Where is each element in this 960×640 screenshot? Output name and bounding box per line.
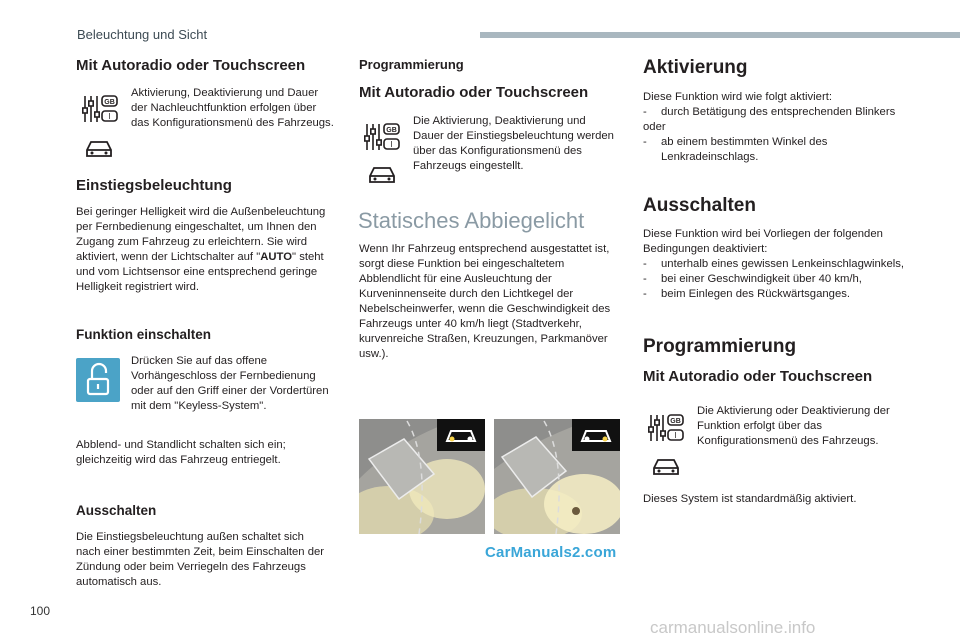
- col1-off-text: Die Einstiegsbeleuchtung außen schaltet sich nach einer bestimmten Zeit, beim Einschalten der Zündung oder beim Verriegeln des Fahrzeugs automatisch aus.: [76, 531, 325, 588]
- auto-label: AUTO: [260, 251, 293, 263]
- entry-text: [76, 205, 326, 295]
- act-intro: Diese Funktion wird wie folgt aktiviert:: [643, 91, 832, 103]
- car-icon: [366, 164, 402, 186]
- act-heading: Aktivierung: [643, 57, 748, 78]
- col2-touch-text: Die Aktivierung, Deaktivierung und Dauer der Einstiegsbeleuchtung werden über das Konfigurationsmenü des Fahrzeugs eingestellt.: [413, 115, 614, 172]
- off-item-2: [643, 272, 905, 287]
- entry-text-part1: Bei geringer Helligkeit wird die Außenbeleuchtung per Fernbedienung eingeschaltet, um Ihnen den Zugang zum Fahrzeug zu erleichtern. Sie wird aktiviert, wenn der Lichtschalter auf ": [76, 206, 326, 263]
- col3-off-heading: Ausschalten: [643, 195, 756, 216]
- dash: -: [643, 106, 647, 118]
- dash: -: [643, 288, 647, 300]
- svg-text:I: I: [108, 112, 111, 121]
- act-item-1: [643, 105, 905, 120]
- func-heading: Funktion einschalten: [76, 327, 212, 342]
- off-intro: Diese Funktion wird bei Vorliegen der folgenden Bedingungen deaktiviert:: [643, 228, 883, 255]
- col2-touch-heading: Mit Autoradio oder Touchscreen: [359, 84, 589, 101]
- car-icon: [83, 138, 119, 160]
- func-result: Abblend- und Standlicht schalten sich ein; gleichzeitig wird das Fahrzeug entriegelt.: [76, 439, 286, 466]
- lock-tile: [76, 358, 120, 402]
- col2-prog-heading: Programmierung: [359, 57, 464, 72]
- act-item-2-text: ab einem bestimmten Winkel des Lenkradeinschlags.: [661, 136, 828, 163]
- svg-text:I: I: [674, 431, 677, 440]
- col3-touch-heading: Mit Autoradio oder Touchscreen: [643, 368, 873, 385]
- settings-sliders-icon: [648, 413, 684, 443]
- dash: -: [643, 258, 647, 270]
- carmanuals-watermark: CarManuals2.com: [485, 544, 617, 561]
- static-heading: Statisches Abbiegelicht: [358, 208, 585, 233]
- off-item-1-text: unterhalb eines gewissen Lenkeinschlagwinkels,: [661, 258, 905, 270]
- off-list: [643, 227, 905, 302]
- off-item-2-text: bei einer Geschwindigkeit über 40 km/h,: [661, 273, 862, 285]
- cornering-light-photo-left: [359, 419, 485, 534]
- col1-off-heading: Ausschalten: [76, 503, 157, 518]
- car-icon: [650, 456, 686, 478]
- entry-heading: Einstiegsbeleuchtung: [76, 177, 232, 194]
- dash: -: [643, 273, 647, 285]
- svg-text:GB: GB: [670, 418, 681, 426]
- off-item-3: [643, 287, 905, 302]
- headlight-badge: [437, 419, 485, 451]
- footer-watermark: carmanualsonline.info: [650, 618, 816, 637]
- headlight-badge: [572, 419, 620, 451]
- off-item-3-text: beim Einlegen des Rückwärtsganges.: [661, 288, 851, 300]
- settings-sliders-icon: [82, 94, 118, 124]
- svg-text:I: I: [390, 140, 393, 149]
- dash: -: [643, 136, 647, 148]
- header-bar: [480, 32, 960, 38]
- static-text: Wenn Ihr Fahrzeug entsprechend ausgestattet ist, sorgt diese Funktion bei eingeschaltetem Abblendlicht für eine Ausleuchtung der Kurveninnenseite durch den Lichtkegel der Nebelscheinwerfer, wenn die Geschwindigkeit des Fahrzeugs unter 40 km/h liegt (Stadtverkehr, kurvenreiche Straßen, Kreuzungen, Parkmanöver usw.).: [359, 243, 611, 360]
- std-text: Dieses System ist standardmäßig aktiviert.: [643, 493, 857, 505]
- act-item-2: [643, 135, 905, 165]
- unlock-icon: [76, 358, 120, 402]
- col1-touch-text: Aktivierung, Deaktivierung und Dauer der Nachleuchtfunktion erfolgen über das Konfigurationsmenü des Fahrzeugs.: [131, 87, 334, 129]
- off-item-1: [643, 257, 905, 272]
- settings-sliders-icon: [364, 122, 400, 152]
- col3-prog-heading: Programmierung: [643, 336, 797, 357]
- entry-text-part2: " steht und vom Lichtsensor eine entsprechend geringe Helligkeit registriert wird.: [76, 251, 324, 293]
- section-title: Beleuchtung und Sicht: [77, 27, 208, 42]
- col1-touch-heading: Mit Autoradio oder Touchscreen: [76, 57, 306, 74]
- act-or: oder: [643, 121, 666, 133]
- cornering-light-photo-right: [494, 419, 620, 534]
- col3-touch-text: Die Aktivierung oder Deaktivierung der Funktion erfolgt über das Konfigurationsmenü des Fahrzeugs.: [697, 405, 890, 447]
- act-item-1-text: durch Betätigung des entsprechenden Blinkers: [661, 106, 896, 118]
- svg-text:GB: GB: [386, 127, 397, 135]
- func-text: Drücken Sie auf das offene Vorhängeschloss der Fernbedienung oder auf den Griff einer der Vordertüren mit dem "Keyless-System".: [131, 355, 329, 412]
- svg-text:GB: GB: [104, 99, 115, 107]
- act-list: [643, 90, 905, 165]
- page-number: 100: [30, 604, 51, 618]
